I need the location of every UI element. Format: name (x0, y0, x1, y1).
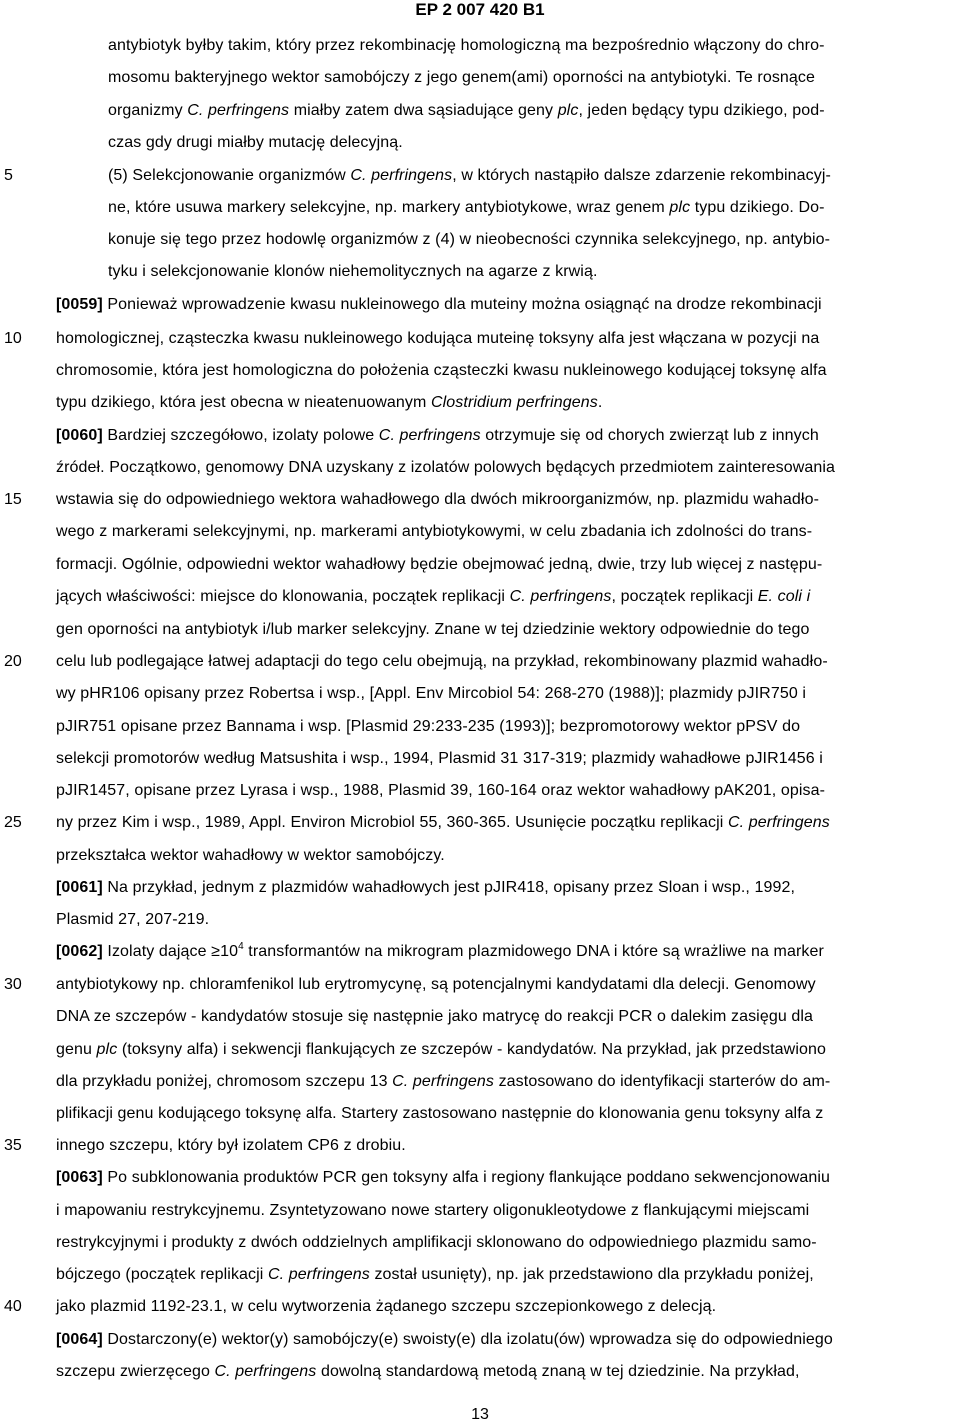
text-segment: plifikacji genu kodującego toksynę alfa. Startery zastosowano następnie do klonowania genu toksyny alfa z (56, 1105, 824, 1122)
text-segment: jako plazmid 1192-23.1, w celu wytworzenia żądanego szczepu szczepionkowego z delecją. (56, 1298, 717, 1315)
text-line (56, 878, 795, 898)
text-segment: tyku i selekcjonowanie klonów niehemolitycznych na agarze z krwią. (108, 263, 598, 280)
text-line (56, 1007, 813, 1027)
document-header: EP 2 007 420 B1 (415, 0, 545, 19)
text-line (108, 101, 825, 121)
text-line (56, 1072, 830, 1092)
text-line (56, 684, 806, 704)
italic-term: C. perfringens (378, 427, 481, 444)
text-segment: dla przykładu poniżej, chromosom szczepu 13 (56, 1073, 393, 1090)
text-segment: antybiotyk byłby takim, który przez rekombinację homologiczną ma bezpośrednio włączony do chro- (108, 37, 825, 54)
text-line (56, 1330, 833, 1350)
text-segment: Dostarczony(e) wektor(y) samobójczy(e) swoisty(e) dla izolatu(ów) wprowadza się do odpowiedniego (102, 1331, 833, 1348)
text-segment: bójczego (początek replikacji (56, 1266, 268, 1283)
italic-term: C. perfringens (509, 588, 612, 605)
text-segment: celu lub podlegające łatwej adaptacji do tego celu obejmują, na przykład, rekombinowany plazmid wahadło- (56, 653, 828, 670)
text-segment: ny przez Kim i wsp., 1989, Appl. Environ Microbiol 55, 360-365. Usunięcie początku replikacji (56, 814, 728, 831)
text-line (56, 426, 819, 446)
text-segment: typu dzikiego. Do- (690, 199, 825, 216)
text-segment: innego szczepu, który był izolatem CP6 z drobiu. (56, 1137, 406, 1154)
text-segment: otrzymuje się od chorych zwierząt lub z innych (480, 427, 819, 444)
text-segment: szczepu zwierzęcego (56, 1363, 215, 1380)
text-segment: selekcji promotorów według Matsushita i wsp., 1994, Plasmid 31 317-319; plazmidy wahadłowe pJIR1456 i (56, 750, 823, 767)
page-number: 13 (471, 1406, 489, 1423)
margin-line-number: 30 (4, 976, 22, 993)
text-segment: wy pHR106 opisany przez Robertsa i wsp., [Appl. Env Mircobiol 54: 268-270 (1988)]; plazmidy pJIR750 i (56, 685, 807, 702)
text-segment: , jeden będący typu dzikiego, pod- (578, 102, 825, 119)
text-line (56, 329, 819, 349)
italic-term: C. perfringens (268, 1266, 370, 1283)
text-line (56, 555, 822, 575)
italic-term: plc (96, 1041, 118, 1058)
text-segment: antybiotykowy np. chloramfenikol lub erytromycynę, są potencjalnymi kandydatami dla delecji. Genomowy (56, 976, 816, 993)
text-line (56, 1201, 809, 1221)
margin-line-number: 35 (4, 1137, 22, 1154)
paragraph-number: [0059] (56, 296, 103, 313)
text-line (108, 68, 815, 88)
margin-line-number: 15 (4, 491, 22, 508)
text-line (56, 910, 209, 930)
text-line (56, 717, 800, 737)
text-segment: , początek replikacji (611, 588, 758, 605)
text-line (56, 1362, 800, 1382)
text-line (56, 1233, 817, 1253)
text-segment: gen oporności na antybiotyk i/lub marker selekcyjny. Znane w tej dziedzinie wektory odpowiednie do tego (56, 621, 810, 638)
text-segment: źródeł. Początkowo, genomowy DNA uzyskany z izolatów polowych będących przedmiotem zainteresowania (56, 459, 836, 476)
italic-term: C. perfringens (350, 167, 453, 184)
margin-line-number: 10 (4, 330, 22, 347)
text-line (56, 361, 827, 381)
text-line (108, 166, 831, 186)
text-line (56, 652, 828, 672)
text-segment: ne, które usuwa markery selekcyjne, np. markery antybiotykowe, wraz genem (108, 199, 670, 216)
margin-line-number: 5 (4, 167, 13, 184)
text-segment: chromosomie, która jest homologiczna do położenia cząsteczki kwasu nukleinowego kodującej toksynę alfa (56, 362, 827, 379)
text-segment: jących właściwości: miejsce do klonowania, początek replikacji (56, 588, 510, 605)
text-segment: miałby zatem dwa sąsiadujące geny (289, 102, 558, 119)
text-segment: Plasmid 27, 207-219. (56, 911, 210, 928)
paragraph-number: [0062] (56, 943, 103, 960)
text-segment: pJIR751 opisane przez Bannama i wsp. [Plasmid 29:233-235 (1993)]; bezpromotorowy wektor pPSV do (56, 718, 801, 735)
text-segment: restrykcyjnymi i produkty z dwóch oddzielnych amplifikacji sklonowano do odpowiedniego plazmidu samo- (56, 1234, 817, 1251)
text-segment: homologicznej, cząsteczka kwasu nukleinowego kodująca muteinę toksyny alfa jest włączana w pozycji na (56, 330, 820, 347)
text-segment: transformantów na mikrogram plazmidowego DNA i które są wrażliwe na marker (243, 943, 824, 960)
text-segment: (5) Selekcjonowanie organizmów (108, 167, 351, 184)
margin-line-number: 20 (4, 653, 22, 670)
text-segment: Na przykład, jednym z plazmidów wahadłowych jest pJIR418, opisany przez Sloan i wsp., 1992, (102, 879, 796, 896)
text-segment: organizmy (108, 102, 188, 119)
text-segment: konuje się tego przez hodowlę organizmów z (4) w nieobecności czynnika selekcyjnego, np. antybio- (108, 231, 831, 248)
text-line (56, 749, 823, 769)
italic-term: C. perfringens (392, 1073, 495, 1090)
text-line (108, 262, 598, 282)
text-segment: i mapowaniu restrykcyjnemu. Zsyntetyzowano nowe startery oligonukleotydowe z flankującymi miejscami (56, 1202, 810, 1219)
text-line (56, 1040, 826, 1060)
text-segment: czas gdy drugi miałby mutację delecyjną. (108, 134, 403, 151)
text-line (56, 813, 830, 833)
italic-term: C. perfringens (214, 1363, 317, 1380)
text-segment: . (597, 394, 603, 411)
text-segment: mosomu bakteryjnego wektor samobójczy z jego genem(ami) oporności na antybiotyki. Te rosnące (108, 69, 816, 86)
text-line (56, 1104, 823, 1124)
text-segment: Po subklonowania produktów PCR gen toksyny alfa i regiony flankujące poddano sekwencjonowaniu (102, 1169, 831, 1186)
text-line (56, 490, 819, 510)
text-segment: DNA ze szczepów - kandydatów stosuje się następnie jako matrycę do reakcji PCR o dalekim zasięgu dla (56, 1008, 814, 1025)
text-line (56, 1265, 814, 1285)
text-line (108, 198, 825, 218)
text-segment: przekształca wektor wahadłowy w wektor samobójczy. (56, 847, 445, 864)
paragraph-number: [0061] (56, 879, 103, 896)
text-line (56, 587, 810, 607)
text-line (56, 620, 810, 640)
text-segment: Izolaty dające ≥10 (102, 943, 239, 960)
paragraph-number: [0063] (56, 1169, 103, 1186)
text-line (56, 781, 825, 801)
text-segment: dowolną standardową metodą znaną w tej dziedzinie. Na przykład, (316, 1363, 800, 1380)
text-line (56, 1168, 830, 1188)
text-line (56, 393, 602, 413)
text-segment: typu dzikiego, która jest obecna w nieatenuowanym (56, 394, 431, 411)
text-segment: genu (56, 1041, 97, 1058)
text-segment: 4 (238, 941, 244, 952)
text-line (56, 942, 824, 962)
margin-line-number: 25 (4, 814, 22, 831)
text-segment: zastosowano do identyfikacji starterów do am- (494, 1073, 831, 1090)
text-line (56, 295, 822, 315)
italic-term: E. coli i (757, 588, 811, 605)
italic-term: C. perfringens (187, 102, 290, 119)
text-segment: (toksyny alfa) i sekwencji flankujących ze szczepów - kandydatów. Na przykład, jak przedstawiono (117, 1041, 826, 1058)
text-line (56, 1136, 406, 1156)
text-segment: wego z markerami selekcyjnymi, np. markerami antybiotykowymi, w celu zbadania ich zdolności do trans- (56, 523, 813, 540)
text-segment: formacji. Ogólnie, odpowiedni wektor wahadłowy będzie obejmować jedną, dwie, trzy lub więcej z następu- (56, 556, 823, 573)
italic-term: C. perfringens (727, 814, 830, 831)
paragraph-number: [0064] (56, 1331, 103, 1348)
text-line (56, 975, 816, 995)
text-segment: pJIR1457, opisane przez Lyrasa i wsp., 1988, Plasmid 39, 160-164 oraz wektor wahadłowy pAK201, opisa- (56, 782, 826, 799)
text-line (56, 1297, 716, 1317)
text-line (56, 458, 835, 478)
text-line (108, 36, 825, 56)
italic-term: plc (669, 199, 691, 216)
text-line (108, 133, 403, 153)
margin-line-number: 40 (4, 1298, 22, 1315)
text-segment: wstawia się do odpowiedniego wektora wahadłowego dla dwóch mikroorganizmów, np. plazmidu wahadło- (56, 491, 820, 508)
text-segment: Ponieważ wprowadzenie kwasu nukleinowego dla muteiny można osiągnąć na drodze rekombinacji (102, 296, 822, 313)
text-line (108, 230, 830, 250)
text-segment: Bardziej szczegółowo, izolaty polowe (102, 427, 379, 444)
text-line (56, 522, 812, 542)
text-line (56, 846, 445, 866)
text-segment: został usunięty), np. jak przedstawiono dla przykładu poniżej, (369, 1266, 814, 1283)
paragraph-number: [0060] (56, 427, 103, 444)
text-segment: , w których nastąpiło dalsze zdarzenie rekombinacyj- (452, 167, 831, 184)
italic-term: Clostridium perfringens (431, 394, 598, 411)
italic-term: plc (557, 102, 579, 119)
